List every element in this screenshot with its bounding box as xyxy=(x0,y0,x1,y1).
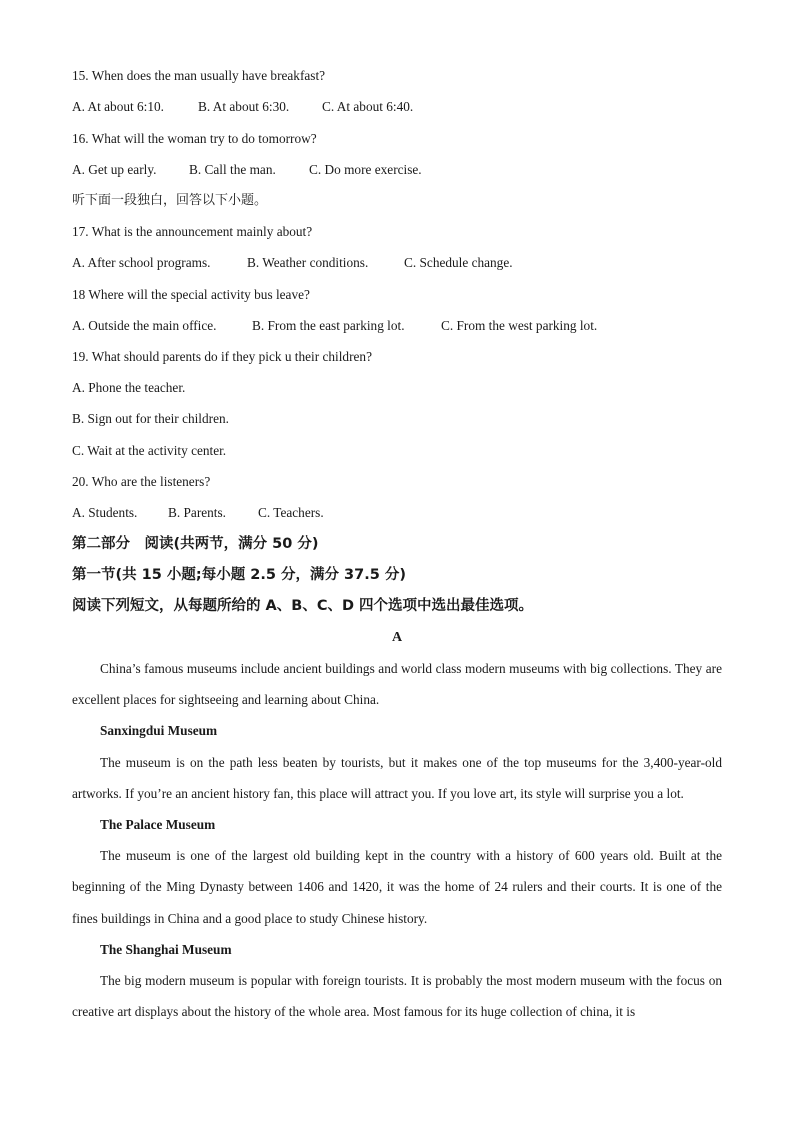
option-a: A. Students. xyxy=(72,505,138,520)
option-c: C. At about 6:40. xyxy=(322,99,414,114)
question-19-option-a: A. Phone the teacher. xyxy=(72,380,186,395)
option-a: A. After school programs. xyxy=(72,255,211,270)
museum-text-shanghai: The big modern museum is popular with foreign tourists. It is probably the most modern museum with the focus on creative art displays about the history of the whole area. Most famous for its huge collection of china, it is xyxy=(72,973,722,1020)
question-15: 15. When does the man usually have breakfast? xyxy=(72,68,326,83)
question-17-options xyxy=(72,255,513,271)
question-16: 16. What will the woman try to do tomorrow? xyxy=(72,131,317,146)
question-16-options xyxy=(72,162,422,178)
museum-title-shanghai: The Shanghai Museum xyxy=(100,942,232,957)
question-19: 19. What should parents do if they pick u their children? xyxy=(72,349,372,364)
museum-text-sanxingdui: The museum is on the path less beaten by tourists, but it makes one of the top museums for the 3,400-year-old artworks. If you’re an ancient history fan, this place will attract you. If you love art, its style will surprise you a lot. xyxy=(72,755,722,802)
option-b: B. At about 6:30. xyxy=(198,99,290,114)
option-a: A. Get up early. xyxy=(72,162,157,177)
question-20: 20. Who are the listeners? xyxy=(72,474,211,489)
museum-title-palace: The Palace Museum xyxy=(100,817,216,832)
question-19-option-c: C. Wait at the activity center. xyxy=(72,443,227,458)
reading-part-title: 第二部分 阅读(共两节，满分 50 分) xyxy=(72,536,319,552)
passage-intro: China’s famous museums include ancient buildings and world class modern museums with big collections. They are excellent places for sightseeing and learning about China. xyxy=(72,661,722,708)
option-b: B. Weather conditions. xyxy=(247,255,369,270)
passage-label: A xyxy=(391,630,403,645)
reading-instruction: 阅读下列短文，从每题所给的 A、B、C、D 四个选项中选出最佳选项。 xyxy=(72,598,534,614)
question-15-options xyxy=(72,99,413,115)
option-c: C. Schedule change. xyxy=(404,255,513,270)
option-c: C. Teachers. xyxy=(258,505,324,520)
option-c: C. From the west parking lot. xyxy=(441,318,598,333)
option-a: A. Outside the main office. xyxy=(72,318,217,333)
option-b: B. Parents. xyxy=(168,505,226,520)
option-a: A. At about 6:10. xyxy=(72,99,164,114)
reading-section-title: 第一节(共 15 小题;每小题 2.5 分，满分 37.5 分) xyxy=(72,567,406,583)
question-19-option-b: B. Sign out for their children. xyxy=(72,411,229,426)
monologue-instruction: 听下面一段独白，回答以下小题。 xyxy=(72,193,268,208)
option-b: B. From the east parking lot. xyxy=(252,318,405,333)
question-20-options xyxy=(72,505,324,521)
museum-title-sanxingdui: Sanxingdui Museum xyxy=(100,723,218,738)
question-18-options xyxy=(72,318,597,334)
question-18: 18 Where will the special activity bus leave? xyxy=(72,287,310,302)
museum-text-palace: The museum is one of the largest old building kept in the country with a history of 600 years old. Built at the beginning of the Ming Dynasty between 1406 and 1420, it was the home of 24 rulers and their courts. It is one of the fines buildings in China and a good place to study Chinese history. xyxy=(72,848,722,926)
option-b: B. Call the man. xyxy=(189,162,276,177)
option-c: C. Do more exercise. xyxy=(309,162,422,177)
question-17: 17. What is the announcement mainly about? xyxy=(72,224,313,239)
